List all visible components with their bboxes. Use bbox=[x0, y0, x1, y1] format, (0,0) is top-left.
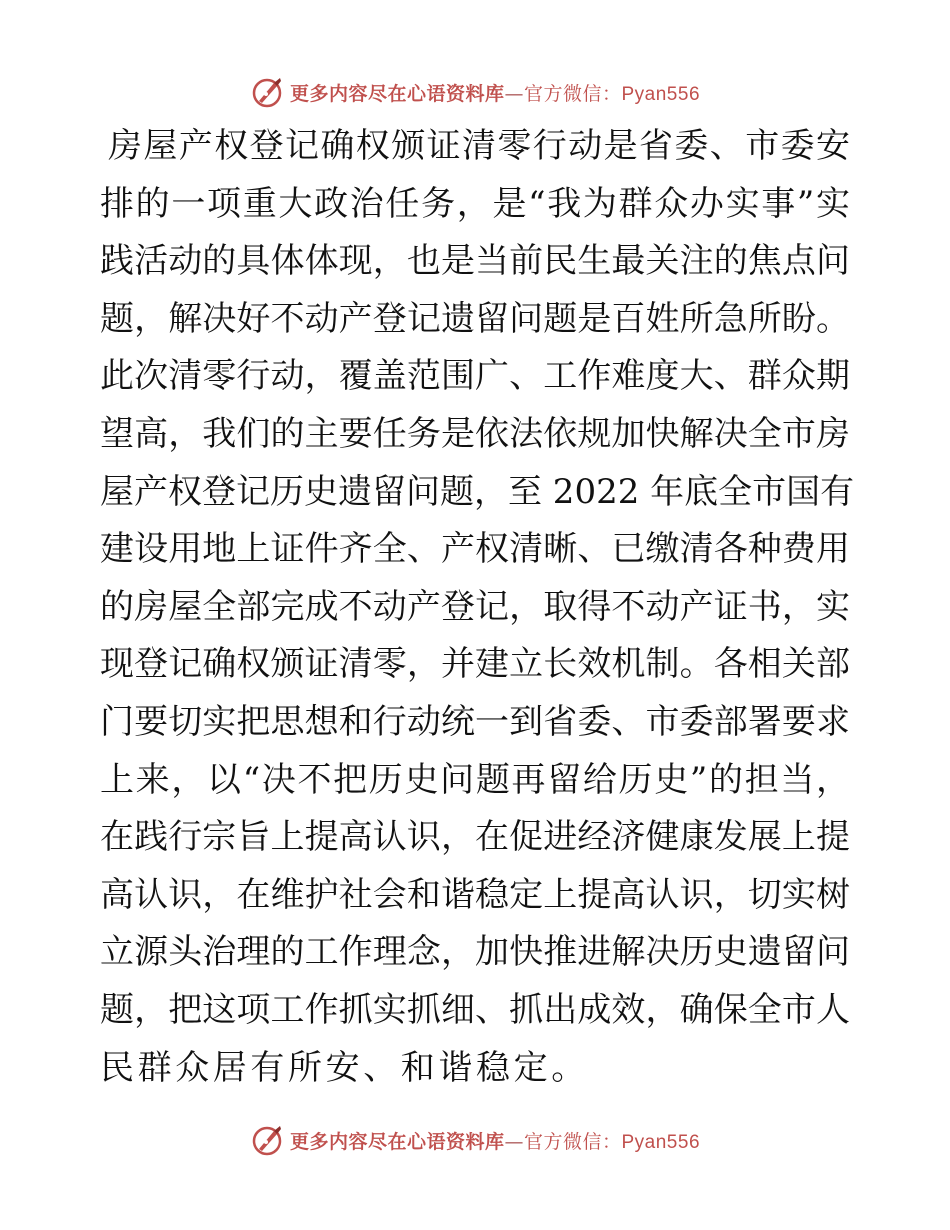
watermark-text bbox=[290, 1127, 700, 1154]
paragraph-line: 排的一项重大政治任务，是“我为群众办实事”实 bbox=[100, 183, 850, 224]
paragraph-line: 望高，我们的主要任务是依法依规加快解决全市房 bbox=[100, 413, 850, 454]
watermark-official-label: 官方微信： bbox=[523, 82, 622, 105]
paragraph-line: 此次清零行动，覆盖范围广、工作难度大、群众期 bbox=[100, 356, 850, 397]
watermark-wechat-id: Pyan556 bbox=[621, 1131, 701, 1153]
paragraph-last-line: 民群众居有所安、和谐稳定。 bbox=[100, 1047, 589, 1088]
watermark-brand: 更多内容尽在心语资料库 bbox=[289, 82, 505, 105]
paragraph-line: 门要切实把思想和行动统一到省委、市委部署要求 bbox=[100, 701, 850, 742]
watermark-wechat-id: Pyan556 bbox=[621, 83, 701, 105]
paragraph-line: 在践行宗旨上提高认识，在促进经济健康发展上提 bbox=[100, 817, 850, 858]
paragraph-line: 践活动的具体体现，也是当前民生最关注的焦点问 bbox=[100, 241, 850, 282]
paragraph-line: 题，解决好不动产登记遗留问题是百姓所急所盼。 bbox=[100, 298, 850, 339]
watermark-separator: — bbox=[504, 1130, 524, 1153]
paragraph-line: 上来，以“决不把历史问题再留给历史”的担当， bbox=[100, 759, 850, 800]
watermark-text bbox=[290, 79, 700, 106]
footer-watermark bbox=[0, 1120, 950, 1160]
paragraph-line: 的房屋全部完成不动产登记，取得不动产证书，实 bbox=[100, 586, 850, 627]
header-watermark bbox=[0, 72, 950, 112]
paragraph-line: 屋产权登记历史遗留问题，至 2022 年底全市国有 bbox=[100, 471, 855, 512]
paragraph-line: 题，把这项工作抓实抓细、抓出成效，确保全市人 bbox=[100, 989, 850, 1030]
watermark-separator: — bbox=[504, 82, 524, 105]
document-body bbox=[100, 118, 855, 1097]
paragraph-line: 立源头治理的工作理念，加快推进解决历史遗留问 bbox=[100, 932, 850, 973]
watermark-brand: 更多内容尽在心语资料库 bbox=[289, 1130, 505, 1153]
quill-pen-logo-icon bbox=[250, 75, 284, 109]
quill-pen-logo-icon bbox=[250, 1123, 284, 1157]
paragraph-line: 现登记确权颁证清零，并建立长效机制。各相关部 bbox=[100, 644, 850, 685]
paragraph-line: 建设用地上证件齐全、产权清晰、已缴清各种费用 bbox=[100, 529, 850, 570]
paragraph-line: 房屋产权登记确权颁证清零行动是省委、市委安 bbox=[108, 126, 850, 166]
watermark-official-label: 官方微信： bbox=[523, 1130, 622, 1153]
paragraph-line: 高认识，在维护社会和谐稳定上提高认识，切实树 bbox=[100, 874, 850, 915]
